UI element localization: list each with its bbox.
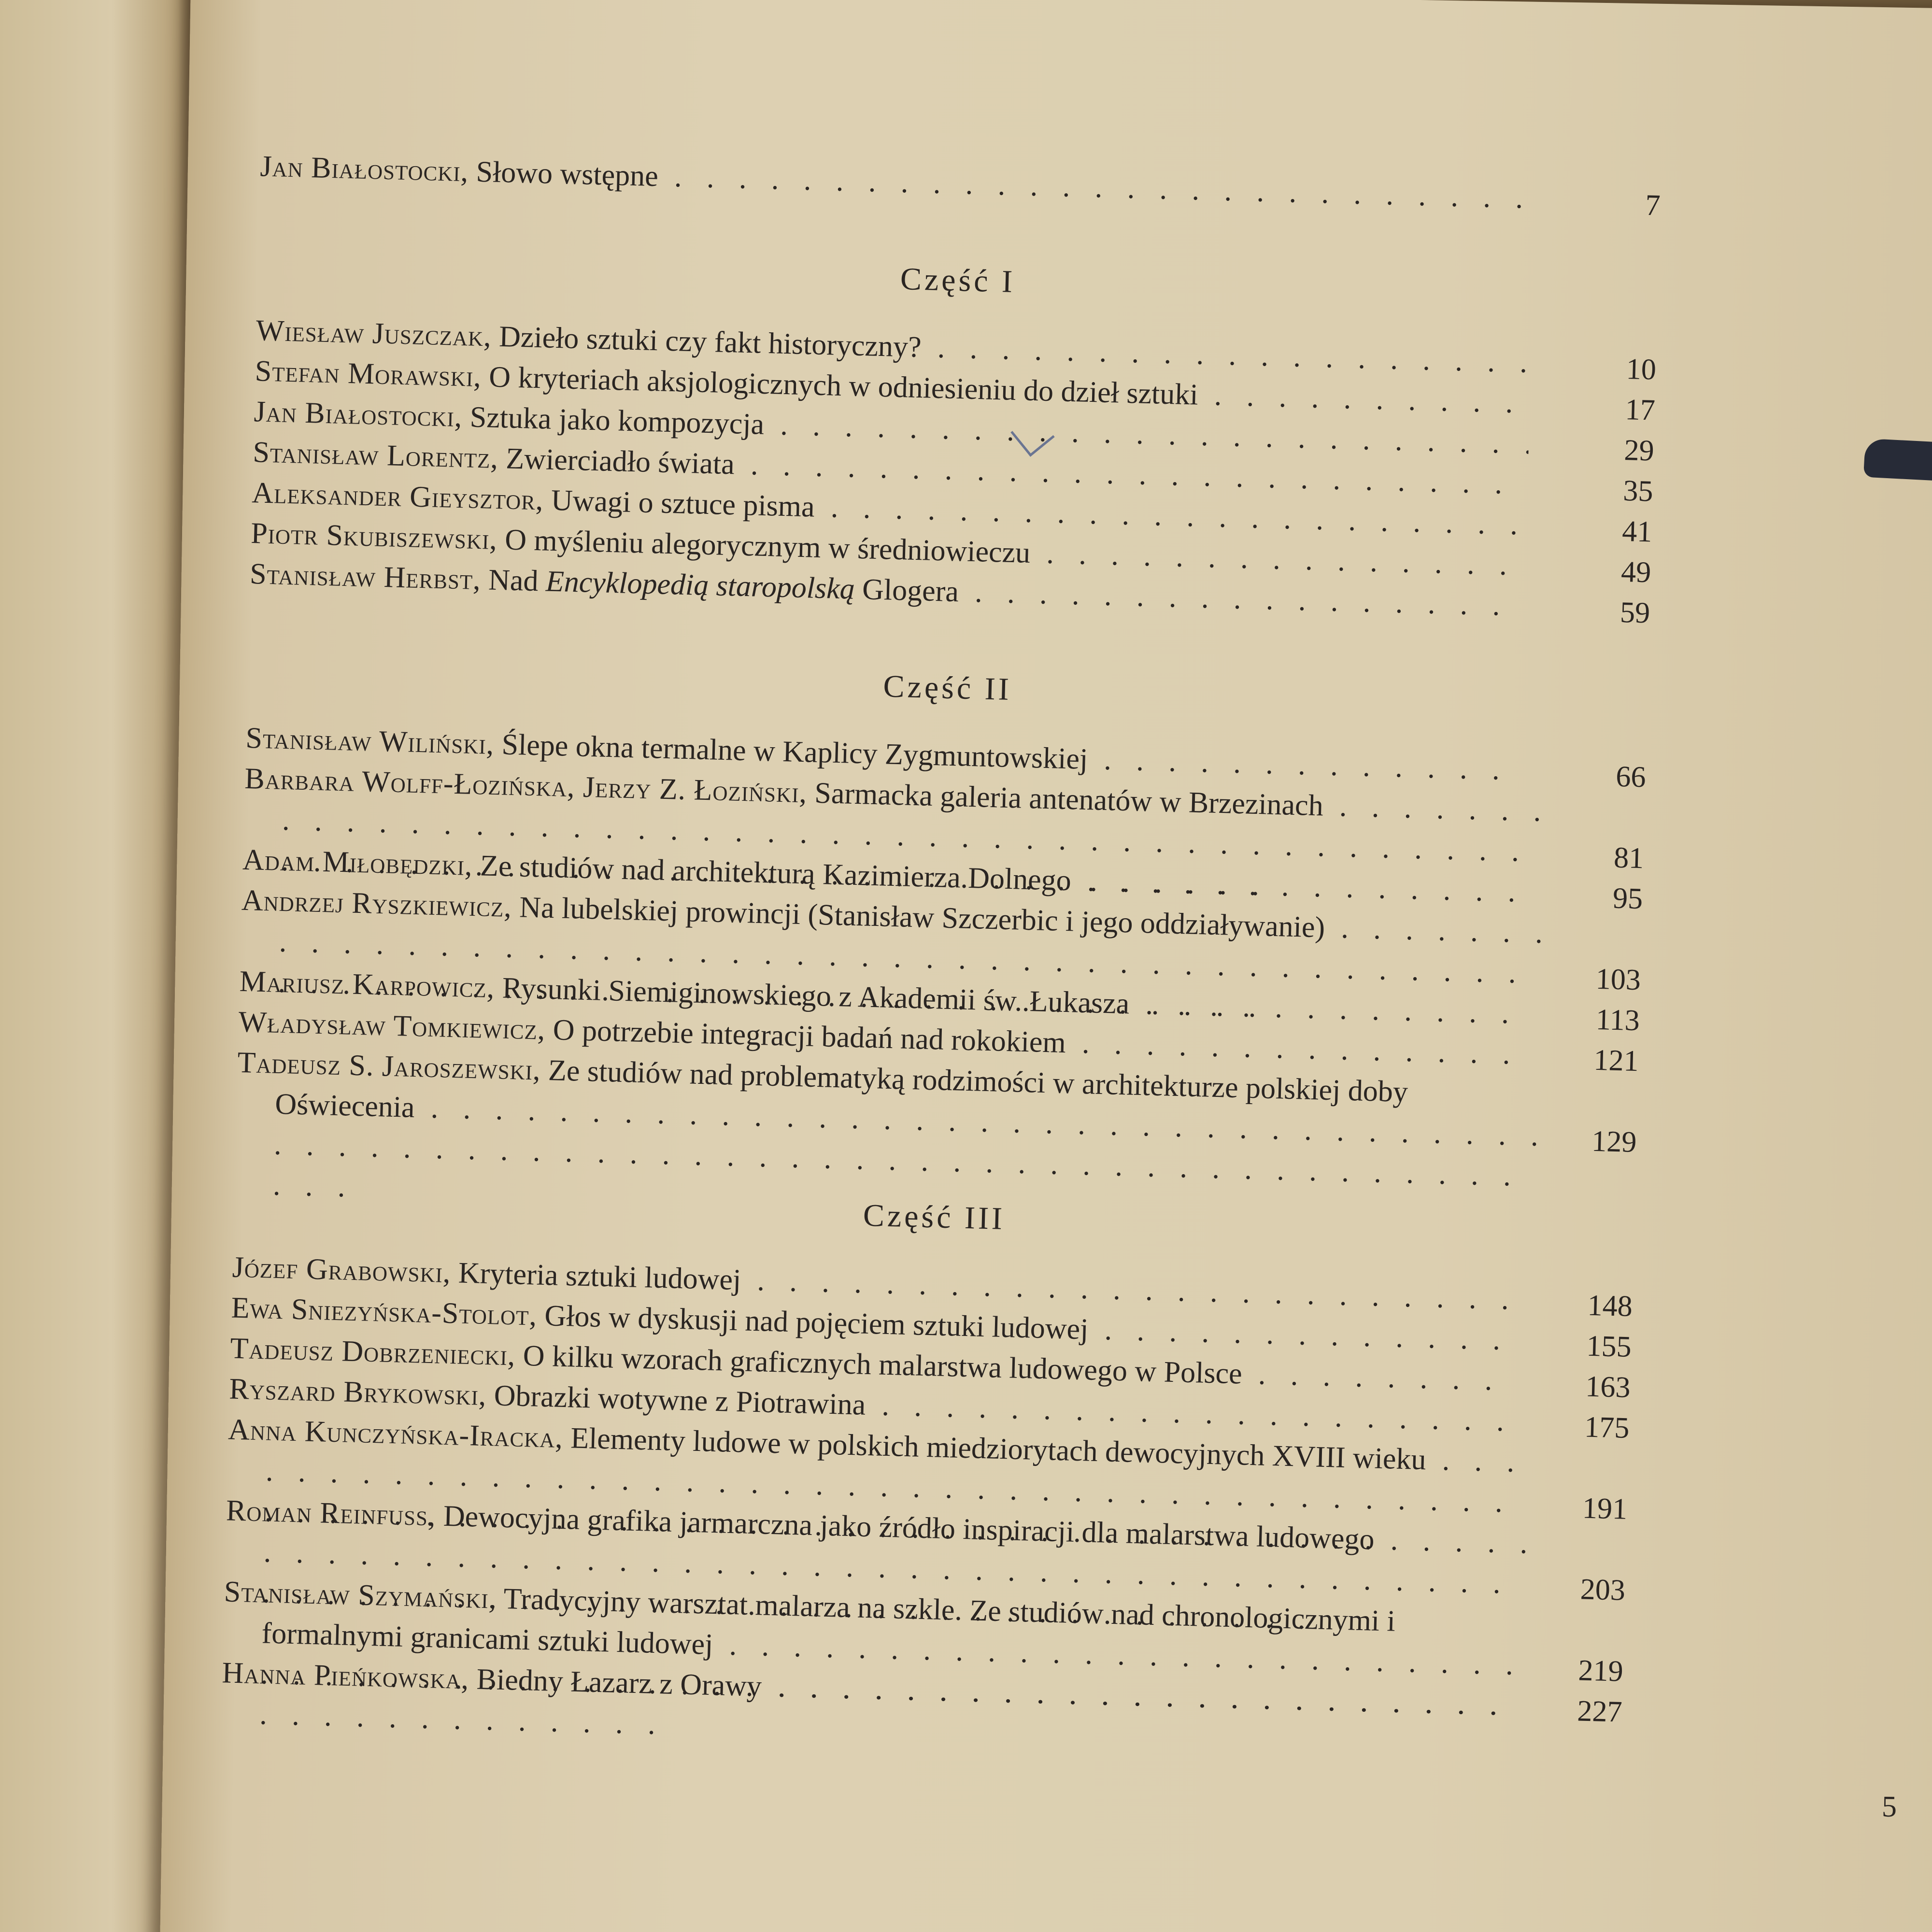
entry-author: Stanisław Lorentz, bbox=[252, 436, 499, 475]
entry-title: Biedny Łazarz z Orawy bbox=[476, 1662, 762, 1703]
entry-title: O potrzebie integracji badań nad rokokiem bbox=[553, 1013, 1066, 1060]
entry-page-number: 49 bbox=[1620, 555, 1652, 589]
entry-title-italic: Encyklopedią staropolską bbox=[545, 565, 855, 606]
ink-mark bbox=[1863, 439, 1932, 487]
entry-author: Andrzej Ryszkiewicz, bbox=[241, 883, 512, 923]
entry-title: O myśleniu alegorycznym w średniowieczu bbox=[504, 523, 1031, 569]
part-heading: Część III bbox=[863, 1197, 1006, 1237]
entry-page-number: 163 bbox=[1585, 1370, 1631, 1404]
entry-page-number: 95 bbox=[1612, 881, 1643, 916]
entry-author: Wiesław Juszczak, bbox=[256, 314, 492, 353]
entry-title: Zwierciadło świata bbox=[505, 442, 735, 481]
toc-entry-intro bbox=[260, 146, 1661, 222]
entry-author: Jan Białostocki, bbox=[259, 150, 469, 188]
entry-title: Obrazki wotywne z Piotrawina bbox=[494, 1379, 867, 1421]
entry-author: Tadeusz S. Jaroszewski, bbox=[237, 1046, 541, 1087]
entry-author: Barbara Wolff-Łozińska, Jerzy Z. Łoziński, bbox=[244, 762, 808, 810]
entry-title: Głos w dyskusji nad pojęciem sztuki ludowej bbox=[544, 1299, 1089, 1346]
entry-author: Tadeusz Dobrzeniecki, bbox=[229, 1332, 516, 1372]
entry-page-number: 113 bbox=[1595, 1003, 1640, 1037]
entry-page-number: 121 bbox=[1593, 1043, 1639, 1078]
entry-page-number: 29 bbox=[1623, 433, 1655, 468]
entry-title: Ślepe okna termalne w Kaplicy Zygmuntowskiej bbox=[501, 728, 1089, 776]
part-heading: Część I bbox=[900, 261, 1016, 299]
entry-author: Roman Reinfuss, bbox=[226, 1494, 437, 1533]
entry-title: Ze studiów nad architekturą Kazimierza Dolnego bbox=[480, 849, 1072, 897]
entry-page-number: 35 bbox=[1622, 474, 1654, 508]
entry-page-number: 219 bbox=[1577, 1654, 1624, 1688]
entry-page-number: 148 bbox=[1587, 1289, 1633, 1323]
entry-title: Kryteria sztuki ludowej bbox=[458, 1256, 742, 1297]
entry-title: Dewocyjna grafika jarmarczna jako źródło inspiracji dla malarstwa ludowego bbox=[443, 1499, 1375, 1556]
entry-title: Sarmacka galeria antenatów w Brzezinach bbox=[814, 776, 1324, 823]
part-heading: Część II bbox=[882, 668, 1012, 708]
entry-page-number: 129 bbox=[1591, 1124, 1637, 1159]
entry-author: Piotr Skubiszewski, bbox=[250, 517, 498, 556]
entry-title: Słowo wstępne bbox=[475, 155, 659, 193]
entry-title: Tradycyjny warsztat malarza na szkle. Ze studiów nad chronologicznymi i formalnymi granicami sztuki ludowej bbox=[261, 1582, 1396, 1662]
entry-title: Dzieło sztuki czy fakt historyczny? bbox=[498, 320, 922, 364]
entry-page-number: 17 bbox=[1624, 393, 1656, 427]
entry-title: O kilku wzorach graficznych malarstwa ludowego w Polsce bbox=[522, 1339, 1243, 1391]
entry-page-number: 7 bbox=[1645, 188, 1661, 222]
entry-title: Nad bbox=[488, 563, 539, 598]
entry-page-number: 59 bbox=[1619, 596, 1650, 630]
entry-author: Stanisław Szymański, bbox=[224, 1575, 497, 1615]
entry-author: Mariusz Karpowicz, bbox=[239, 965, 496, 1005]
entry-author: Władysław Tomkiewicz, bbox=[238, 1005, 546, 1046]
entry-title: Elementy ludowe w polskich miedziorytach dewocyjnych XVIII wieku bbox=[570, 1421, 1427, 1477]
entry-page-number: 203 bbox=[1580, 1573, 1626, 1607]
entry-page-number: 175 bbox=[1584, 1410, 1630, 1445]
entry-title: Na lubelskiej prowincji (Stanisław Szczerbic i jego oddziaływanie) bbox=[519, 891, 1325, 944]
entry-page-number: 103 bbox=[1595, 962, 1641, 997]
entry-author: Anna Kunczyńska-Iracka, bbox=[227, 1413, 564, 1455]
entry-title: Ze studiów nad problematyką rodzimości w architekturze polskiej doby Oświecenia bbox=[274, 1054, 1408, 1124]
entry-title: O kryteriach aksjologicznych w odniesieniu do dzieł sztuki bbox=[488, 360, 1199, 412]
page-folio-number: 5 bbox=[1881, 1790, 1897, 1823]
entry-author: Stefan Morawski, bbox=[254, 355, 482, 394]
entry-author: Ewa Sniezyńska-Stolot, bbox=[230, 1291, 538, 1332]
entry-author: Adam Miłobędzki, bbox=[242, 843, 473, 882]
entry-page-number: 41 bbox=[1621, 514, 1653, 549]
entry-author: Stanisław Wiliński, bbox=[245, 721, 495, 761]
entry-author: Aleksander Gieysztor, bbox=[251, 476, 544, 517]
entry-title: Glogera bbox=[862, 573, 959, 609]
entry-title: Sztuka jako kompozycja bbox=[469, 400, 765, 441]
entry-page-number: 191 bbox=[1582, 1492, 1628, 1526]
entry-page-number: 10 bbox=[1626, 353, 1657, 386]
entry-title: Rysunki Siemiginowskiego z Akademii św. Łukasza bbox=[502, 971, 1130, 1021]
table-of-contents bbox=[222, 146, 1661, 1728]
entry-author: Józef Grabowski, bbox=[232, 1250, 452, 1290]
table-of-contents-page bbox=[159, 0, 1932, 1932]
entry-page-number: 81 bbox=[1613, 841, 1645, 875]
entry-page-number: 66 bbox=[1615, 760, 1647, 794]
entry-author: Jan Białostocki, bbox=[253, 395, 463, 434]
entry-page-number: 227 bbox=[1577, 1694, 1623, 1729]
entry-author: Hanna Pieńkowska, bbox=[221, 1656, 470, 1696]
entry-title: Uwagi o sztuce pisma bbox=[551, 483, 815, 524]
entry-author: Stanisław Herbst, bbox=[249, 557, 482, 597]
entry-author: Ryszard Brykowski, bbox=[228, 1372, 487, 1412]
entry-page-number: 155 bbox=[1586, 1329, 1632, 1364]
